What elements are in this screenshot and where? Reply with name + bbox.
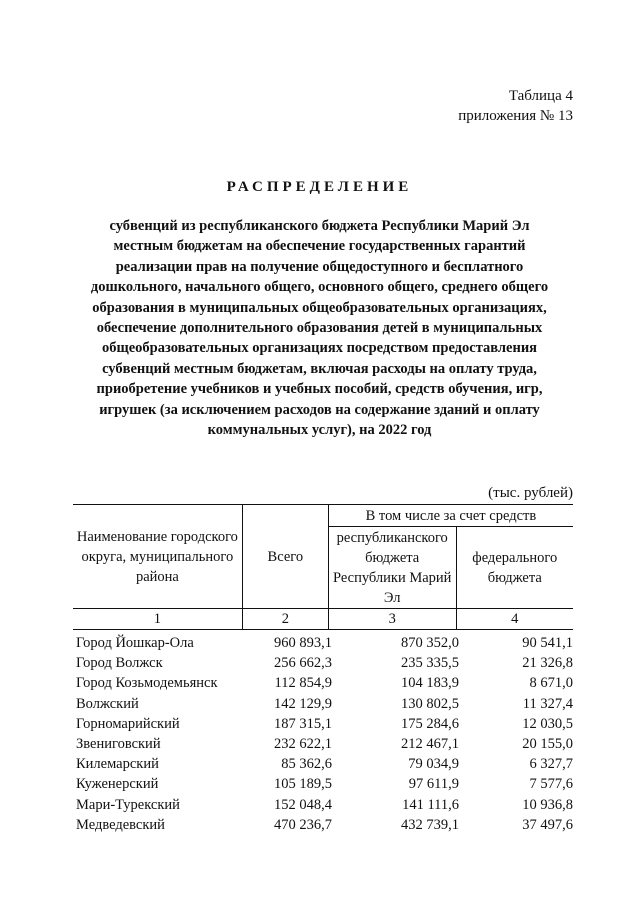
republic-value: 175 284,6 [401,715,459,732]
table-body [73,633,573,835]
column-number: 3 [328,609,456,630]
header-republic: республиканского бюджета Республики Марий Эл [328,527,456,609]
document-title: РАСПРЕДЕЛЕНИЕ [226,179,413,195]
total-value: 142 129,9 [274,695,332,712]
subtitle-line: коммунальных услуг), на 2022 год [207,422,432,439]
subtitle-line: дошкольного, начального общего, основного общего, среднего общего [90,279,549,296]
table-row [73,815,573,835]
total-value: 187 315,1 [274,715,332,732]
table-row [73,694,573,714]
total-value: 256 662,3 [274,655,332,672]
header-total: Всего [242,505,328,609]
column-number: 2 [242,609,328,630]
table-row [73,673,573,693]
total-value: 960 893,1 [274,635,332,651]
table-row [73,633,573,653]
subtitle-line: общеобразовательных организациях посредством предоставления [101,340,538,357]
republic-value: 235 335,5 [401,655,459,672]
republic-value: 432 739,1 [401,816,459,833]
republic-value: 130 802,5 [401,695,459,712]
federal-value: 10 936,8 [522,796,573,813]
header-federal: федерального бюджета [456,527,573,609]
appendix-number: приложения № 13 [458,108,573,124]
table-row [73,774,573,794]
federal-value: 7 577,6 [529,776,573,793]
total-value: 105 189,5 [274,776,332,793]
column-number: 1 [73,609,242,630]
municipality-name: Город Йошкар-Ола [76,635,194,651]
republic-value: 104 183,9 [401,675,459,692]
table-header [73,504,573,630]
subtitle-line: игрушек (за исключением расходов на содержание зданий и оплату [99,401,540,418]
subtitle-line: субвенций из республиканского бюджета Республики Марий Эл [109,218,530,234]
total-value: 232 622,1 [274,735,332,752]
municipality-name: Килемарский [76,756,159,773]
table-row [73,714,573,734]
republic-value: 79 034,9 [408,756,459,773]
table-number: Таблица 4 [508,88,573,104]
total-value: 152 048,4 [274,796,332,813]
municipality-name: Медведевский [76,816,165,833]
republic-value: 141 111,6 [402,796,459,813]
table-row [73,734,573,754]
total-value: 470 236,7 [274,816,332,833]
subtitle-line: обеспечение дополнительного образования детей в муниципальных [96,320,543,337]
municipality-name: Волжский [76,695,139,712]
republic-value: 870 352,0 [401,635,459,651]
subtitle-line: реализации прав на получение общедоступного и бесплатного [115,258,524,275]
header-group: В том числе за счет средств [328,505,573,527]
total-value: 85 362,6 [281,756,332,773]
subtitle-line: приобретение учебников и учебных пособий, средств обучения, игр, [96,381,543,398]
subtitle-line: образования в муниципальных общеобразовательных организациях, [92,299,547,316]
table-reference [458,86,573,126]
document-subtitle [60,216,579,440]
column-number: 4 [456,609,573,630]
subtitle-line: местным бюджетам на обеспечение государственных гарантий [113,238,526,255]
republic-value: 212 467,1 [401,735,459,752]
republic-value: 97 611,9 [408,776,459,793]
municipality-name: Мари-Турекский [76,796,180,813]
unit-label: (тыс. рублей) [488,485,573,501]
federal-value: 11 327,4 [522,695,573,712]
header-name: Наименование городского округа, муниципального района [73,505,242,609]
federal-value: 21 326,8 [522,655,573,672]
total-value: 112 854,9 [274,675,332,692]
federal-value: 6 327,7 [529,756,573,773]
municipality-name: Куженерский [76,776,159,793]
municipality-name: Город Козьмодемьянск [76,675,218,692]
subtitle-line: субвенций местным бюджетам, включая расходы на оплату труда, [102,360,537,377]
federal-value: 8 671,0 [529,675,573,692]
federal-value: 20 155,0 [522,735,573,752]
federal-value: 90 541,1 [522,635,573,651]
table-row [73,653,573,673]
municipality-name: Город Волжск [76,655,163,672]
federal-value: 37 497,6 [522,816,573,833]
table-row [73,795,573,815]
federal-value: 12 030,5 [522,715,573,732]
municipality-name: Звениговский [76,735,161,752]
table-row [73,754,573,774]
municipality-name: Горномарийский [76,715,180,732]
